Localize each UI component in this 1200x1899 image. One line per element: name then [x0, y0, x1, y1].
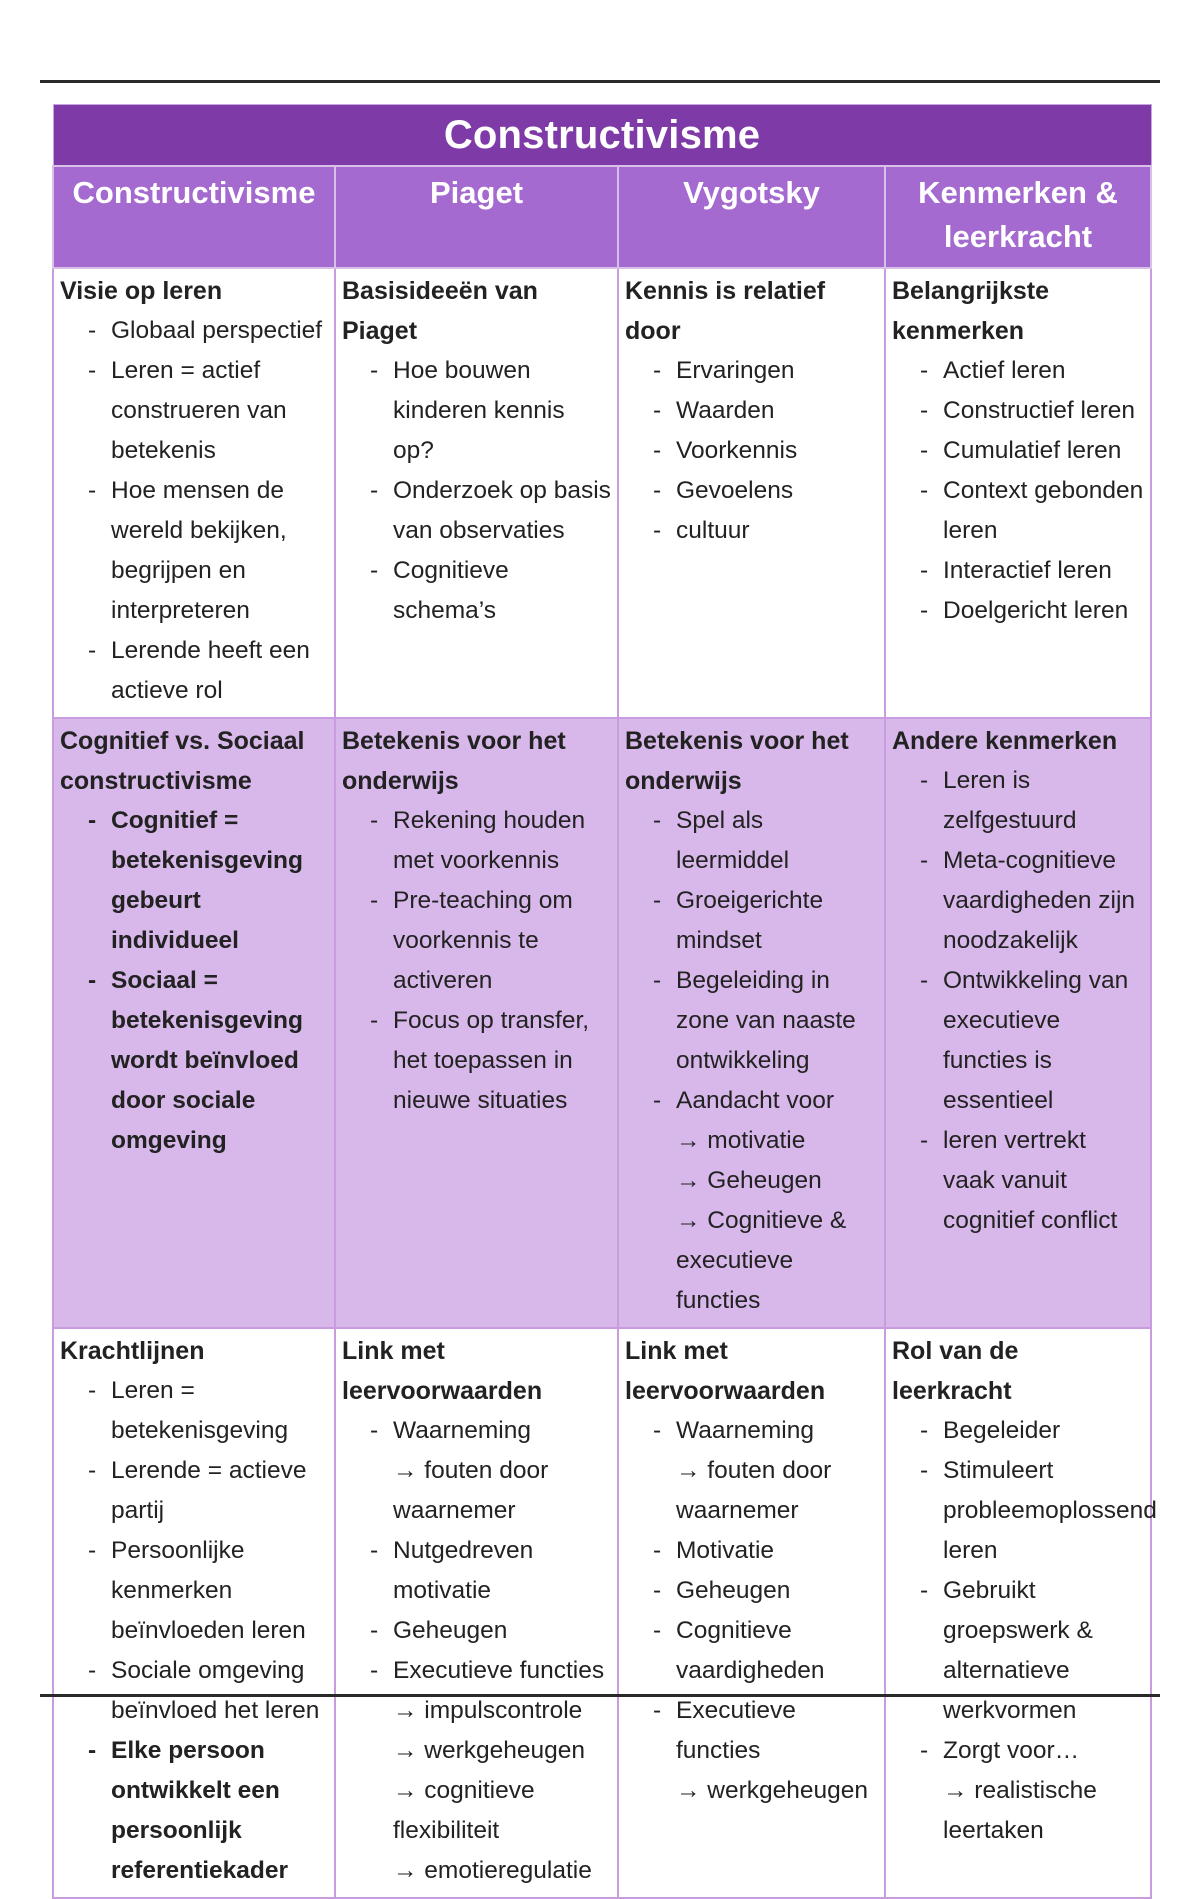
list-item	[364, 551, 611, 631]
bullet-list	[60, 1371, 328, 1891]
list-item	[364, 1611, 611, 1651]
list-item-text: Geheugen	[676, 1577, 791, 1604]
arrow-subitem: → motivatie	[676, 1127, 806, 1154]
list-item	[647, 801, 878, 881]
list-item-text: Persoonlijke kenmerken beïnvloeden leren	[111, 1537, 306, 1644]
list-item	[647, 1531, 878, 1571]
bullet-list	[342, 351, 611, 631]
list-item-text: Sociale omgeving beïnvloed het leren	[111, 1657, 320, 1724]
arrow-subitem: → fouten door waarnemer	[393, 1457, 549, 1524]
table-row	[53, 1328, 1151, 1898]
bullet-list	[625, 351, 878, 551]
bullet-list	[342, 801, 611, 1121]
list-item	[82, 1371, 328, 1451]
list-item-text: Waarden	[676, 397, 775, 424]
table-cell	[53, 718, 335, 1328]
list-item	[82, 311, 328, 351]
list-item	[647, 881, 878, 961]
bullet-list	[625, 801, 878, 1321]
list-item-text: Zorgt voor…	[943, 1737, 1080, 1764]
table-body	[53, 268, 1157, 1898]
list-item-text: Cognitief = betekenisgeving gebeurt individueel	[111, 807, 303, 954]
list-item	[364, 351, 611, 471]
list-item-text: Globaal perspectief	[111, 317, 323, 344]
list-item	[914, 551, 1144, 591]
constructivism-table-wrapper	[52, 104, 1157, 1899]
list-item	[82, 801, 328, 961]
bullet-list	[892, 351, 1144, 631]
list-item	[914, 1571, 1144, 1731]
table-cell	[335, 718, 618, 1328]
cell-heading: Visie op leren	[60, 277, 223, 305]
table-cell	[618, 268, 885, 718]
list-item	[914, 1411, 1144, 1451]
constructivism-table	[52, 104, 1157, 1899]
list-item-text: Onderzoek op basis van observaties	[393, 477, 611, 544]
list-item-text: Gevoelens	[676, 477, 794, 504]
list-item	[647, 1571, 878, 1611]
list-item	[914, 1121, 1144, 1241]
list-item-text: Cognitieve schema’s	[393, 557, 509, 624]
list-item	[364, 801, 611, 881]
list-item	[914, 841, 1144, 961]
list-item-text: Cognitieve vaardigheden	[676, 1617, 825, 1684]
arrow-subitem: → werkgeheugen	[676, 1777, 869, 1804]
table-row	[53, 268, 1151, 718]
list-item-text: Context gebonden leren	[943, 477, 1144, 544]
list-item-text: Spel als leermiddel	[676, 807, 790, 874]
list-item-text: Ontwikkeling van executieve functies is essentieel	[943, 967, 1129, 1114]
list-item	[82, 1731, 328, 1891]
list-item	[647, 431, 878, 471]
table-cell	[618, 1328, 885, 1898]
list-item-text: Cumulatief leren	[943, 437, 1122, 464]
bullet-list	[892, 761, 1144, 1241]
list-item-text: Motivatie	[676, 1537, 775, 1564]
list-item-text: Sociaal = betekenisgeving wordt beïnvloed door sociale omgeving	[111, 967, 303, 1154]
arrow-subitem: → realistische leertaken	[943, 1777, 1097, 1844]
list-item-text: Focus op transfer, het toepassen in nieuwe situaties	[393, 1007, 590, 1114]
list-item-text: Groeigerichte mindset	[676, 887, 824, 954]
list-item	[647, 1691, 878, 1811]
list-item	[914, 1731, 1144, 1851]
list-item	[82, 961, 328, 1161]
arrow-subitem: → Cognitieve & executieve functies	[676, 1207, 847, 1314]
cell-heading: Basisideeën van Piaget	[342, 277, 538, 345]
table-cell	[885, 1328, 1157, 1898]
bullet-list	[60, 801, 328, 1161]
arrow-subitem: → fouten door waarnemer	[676, 1457, 832, 1524]
table-cell	[618, 718, 885, 1328]
list-item-text: Voorkennis	[676, 437, 798, 464]
column-header-constructivisme: Constructivisme	[53, 166, 335, 268]
bullet-list	[892, 1411, 1157, 1851]
list-item-text: Aandacht voor	[676, 1087, 834, 1114]
list-item	[364, 471, 611, 551]
cell-heading: Link met leervoorwaarden	[342, 1337, 543, 1405]
cell-heading: Krachtlijnen	[60, 1337, 205, 1365]
list-item	[914, 961, 1144, 1121]
list-item	[914, 431, 1144, 471]
cell-heading: Kennis is relatief door	[625, 277, 826, 345]
arrow-subitem: → cognitieve flexibiliteit	[393, 1777, 535, 1844]
list-item-text: Elke persoon ontwikkelt een persoonlijk referentiekader	[111, 1737, 289, 1884]
list-item-text: Leren = actief construeren van betekenis	[111, 357, 287, 464]
list-item-text: Executieve functies	[393, 1657, 605, 1684]
list-item-text: cultuur	[676, 517, 750, 544]
arrow-subitem: → werkgeheugen	[393, 1737, 586, 1764]
table-cell	[335, 268, 618, 718]
cell-heading: Rol van de leerkracht	[892, 1337, 1019, 1405]
list-item-text: Executieve functies	[676, 1697, 796, 1764]
list-item	[364, 1411, 611, 1531]
table-cell	[885, 268, 1151, 718]
arrow-subitem: → Geheugen	[676, 1167, 822, 1194]
bullet-list	[342, 1411, 611, 1891]
list-item-text: Lerende = actieve partij	[111, 1457, 307, 1524]
list-item	[364, 1651, 611, 1891]
list-item	[647, 1081, 878, 1321]
table-cell	[53, 1328, 335, 1898]
list-item-text: Lerende heeft een actieve rol	[111, 637, 310, 704]
table-row	[53, 718, 1151, 1328]
list-item-text: Constructief leren	[943, 397, 1136, 424]
list-item-text: Gebruikt groepswerk & alternatieve werkvormen	[943, 1577, 1093, 1724]
column-header-vygotsky: Vygotsky	[618, 166, 885, 268]
list-item	[647, 1411, 878, 1531]
list-item	[914, 761, 1144, 841]
list-item-text: Ervaringen	[676, 357, 795, 384]
list-item	[647, 1611, 878, 1691]
list-item-text: Rekening houden met voorkennis	[393, 807, 586, 874]
list-item-text: leren vertrekt vaak vanuit cognitief conflict	[943, 1127, 1118, 1234]
table-cell	[885, 718, 1151, 1328]
arrow-subitem: → impulscontrole	[393, 1697, 583, 1724]
bottom-rule	[40, 1694, 1160, 1697]
list-item	[914, 1451, 1157, 1571]
cell-heading: Belangrijkste kenmerken	[892, 277, 1050, 345]
list-item	[82, 1651, 328, 1731]
list-item	[914, 591, 1144, 631]
list-item-text: Meta-cognitieve vaardigheden zijn noodzakelijk	[943, 847, 1136, 954]
list-item-text: Begeleiding in zone van naaste ontwikkeling	[676, 967, 856, 1074]
list-item-text: Hoe bouwen kinderen kennis op?	[393, 357, 565, 464]
list-item	[82, 351, 328, 471]
list-item	[82, 1451, 328, 1531]
list-item	[647, 961, 878, 1081]
list-item	[647, 351, 878, 391]
top-rule	[40, 80, 1160, 83]
list-item-text: Interactief leren	[943, 557, 1112, 584]
list-item	[364, 1531, 611, 1611]
cell-heading: Betekenis voor het onderwijs	[342, 727, 566, 795]
list-item	[647, 471, 878, 511]
list-item	[914, 391, 1144, 431]
list-item-text: Geheugen	[393, 1617, 508, 1644]
column-header-kenmerken-leerkracht: Kenmerken & leerkracht	[885, 166, 1151, 268]
table-title: Constructivisme	[53, 105, 1151, 167]
list-item	[82, 1531, 328, 1651]
cell-heading: Betekenis voor het onderwijs	[625, 727, 849, 795]
list-item	[647, 391, 878, 431]
list-item	[82, 631, 328, 711]
table-cell	[335, 1328, 618, 1898]
column-header-piaget: Piaget	[335, 166, 618, 268]
cell-heading: Cognitief vs. Sociaal constructivisme	[60, 727, 305, 795]
list-item-text: Stimuleert probleemoplossend leren	[943, 1457, 1157, 1564]
list-item-text: Actief leren	[943, 357, 1066, 384]
table-cell	[53, 268, 335, 718]
list-item-text: Waarneming	[393, 1417, 531, 1444]
list-item-text: Nutgedreven motivatie	[393, 1537, 534, 1604]
list-item-text: Leren = betekenisgeving	[111, 1377, 289, 1444]
list-item-text: Leren is zelfgestuurd	[943, 767, 1077, 834]
bullet-list	[60, 311, 328, 711]
cell-heading: Link met leervoorwaarden	[625, 1337, 826, 1405]
list-item	[914, 351, 1144, 391]
list-item	[364, 881, 611, 1001]
list-item-text: Waarneming	[676, 1417, 814, 1444]
arrow-subitem: → emotieregulatie	[393, 1857, 592, 1884]
list-item	[647, 511, 878, 551]
list-item	[82, 471, 328, 631]
list-item-text: Doelgericht leren	[943, 597, 1129, 624]
list-item	[914, 471, 1144, 551]
list-item-text: Pre-teaching om voorkennis te activeren	[393, 887, 573, 994]
list-item	[364, 1001, 611, 1121]
list-item-text: Begeleider	[943, 1417, 1061, 1444]
cell-heading: Andere kenmerken	[892, 727, 1118, 755]
bullet-list	[625, 1411, 878, 1811]
list-item-text: Hoe mensen de wereld bekijken, begrijpen en interpreteren	[111, 477, 287, 624]
